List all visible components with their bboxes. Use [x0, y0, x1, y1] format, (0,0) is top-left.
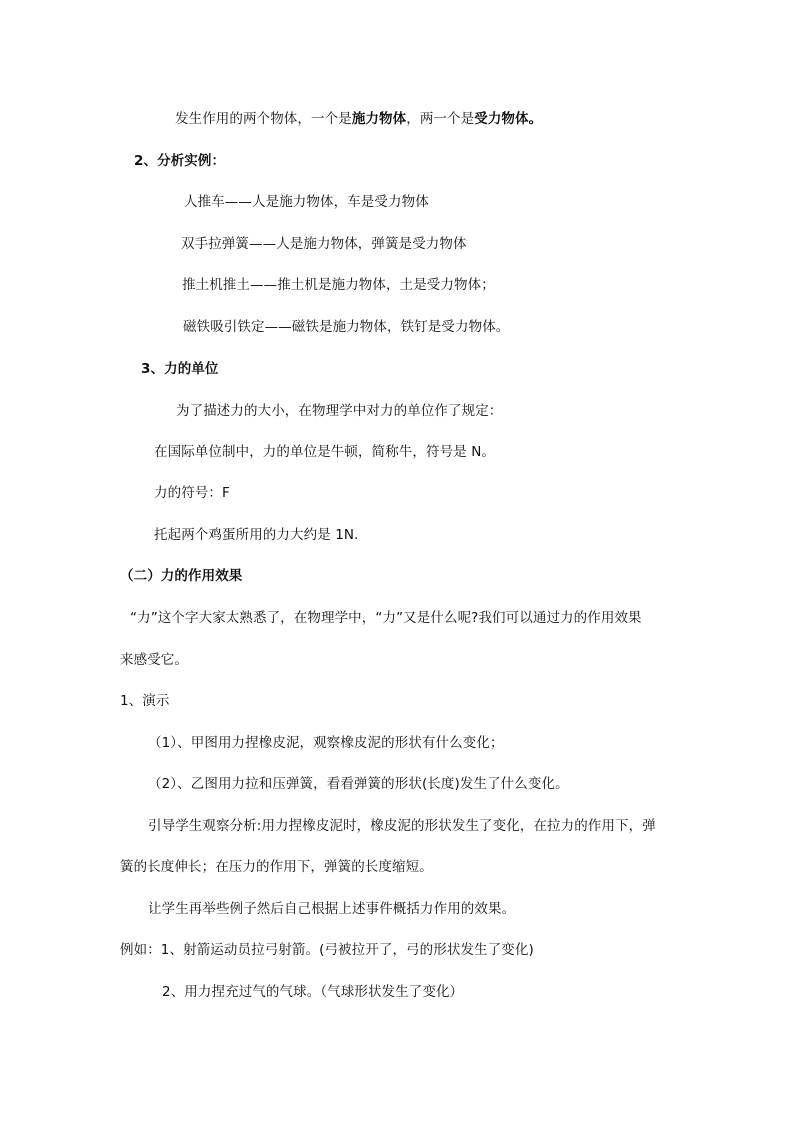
- bold-term-applying-object: 施力物体: [351, 111, 407, 127]
- demonstration-item: （1）、甲图用力捏橡皮泥，观察橡皮泥的形状有什么变化；: [148, 735, 504, 751]
- paragraph-text: 力的符号：F: [154, 485, 230, 501]
- example-item: 例如：1、射箭运动员拉弓射箭。(弓被拉开了，弓的形状发生了变化): [120, 942, 534, 958]
- paragraph-text: 簧的长度伸长；在压力的作用下，弹簧的长度缩短。: [120, 859, 433, 875]
- paragraph-text: 来感受它。: [120, 652, 188, 668]
- example-line: 推土机推土——推土机是施力物体，土是受力物体；: [182, 277, 495, 293]
- paragraph-text: 为了描述力的大小，在物理学中对力的单位作了规定：: [176, 403, 503, 419]
- paragraph-force-objects: [175, 110, 542, 128]
- heading-analysis-examples: 2、分析实例：: [134, 153, 226, 169]
- paragraph-text: 在国际单位制中，力的单位是牛顿，简称牛，符号是 N。: [154, 444, 495, 460]
- heading-demonstration: 1、演示: [120, 693, 170, 709]
- paragraph-text: 让学生再举些例子然后自己根据上述事件概括力作用的效果。: [148, 901, 516, 917]
- example-item: 2、用力捏充过气的气球。（气球形状发生了变化）: [162, 984, 464, 1000]
- heading-force-unit: 3、力的单位: [141, 361, 219, 377]
- demonstration-item: （2）、乙图用力拉和压弹簧，看看弹簧的形状(长度)发生了什么变化。: [148, 776, 569, 792]
- bold-term-receiving-object: 受力物体。: [474, 111, 543, 127]
- paragraph-text: “力”这个字大家太熟悉了，在物理学中，“力”又是什么呢?我们可以通过力的作用效果: [130, 610, 642, 626]
- example-line: 双手拉弹簧——人是施力物体，弹簧是受力物体: [181, 236, 467, 252]
- paragraph-text: 托起两个鸡蛋所用的力大约是 1N.: [154, 527, 359, 543]
- example-line: 磁铁吸引铁定——磁铁是施力物体，铁钉是受力物体。: [183, 319, 510, 335]
- text-segment: 发生作用的两个物体，一个是: [175, 111, 352, 127]
- heading-force-effects: （二）力的作用效果: [120, 568, 243, 584]
- text-segment: ，两一个是: [406, 111, 475, 127]
- example-line: 人推车——人是施力物体，车是受力物体: [184, 194, 429, 210]
- paragraph-text: 引导学生观察分析:用力捏橡皮泥时，橡皮泥的形状发生了变化，在拉力的作用下，弹: [148, 818, 656, 834]
